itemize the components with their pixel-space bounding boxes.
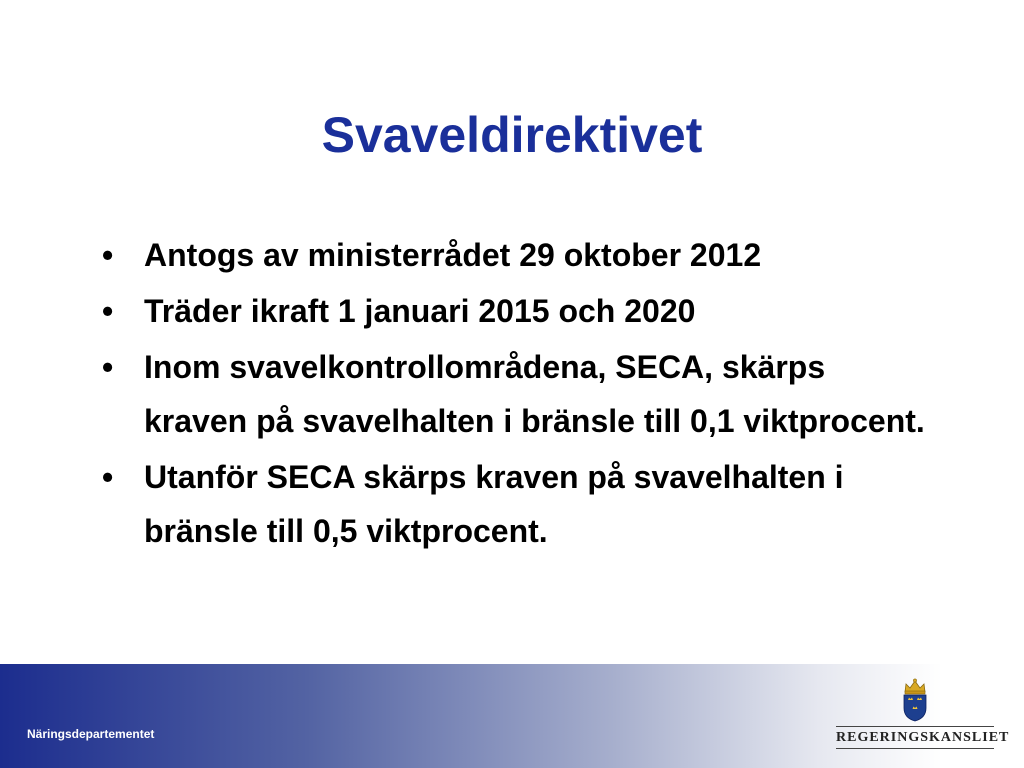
bullet-item xyxy=(100,450,930,558)
slide-title: Svaveldirektivet xyxy=(321,107,703,163)
bullet-item xyxy=(100,340,930,448)
bullet-dot-icon: • xyxy=(102,293,114,329)
bullet-item xyxy=(100,228,930,282)
logo-top-rule xyxy=(836,726,994,727)
crown-shield-icon xyxy=(900,678,930,722)
bullet-dot-icon: • xyxy=(102,349,114,385)
logo-wordmark: REGERINGSKANSLIET xyxy=(836,730,1010,745)
department-label: Näringsdepartementet xyxy=(27,727,155,741)
bullet-item xyxy=(100,284,930,338)
bullet-dot-icon: • xyxy=(102,237,114,273)
bullet-dot-icon: • xyxy=(102,459,114,495)
bullet-list xyxy=(100,228,930,560)
bullet-text: Träder ikraft 1 januari 2015 och 2020 xyxy=(144,293,696,329)
bullet-text: Utanför SECA skärps kraven på svavelhalten i bränsle till 0,5 viktprocent. xyxy=(144,459,844,549)
logo-bottom-rule xyxy=(836,748,994,749)
regeringskansliet-logo xyxy=(836,678,1010,750)
bullet-text: Inom svavelkontrollområdena, SECA, skärps kraven på svavelhalten i bränsle till 0,1 viktprocent. xyxy=(144,349,925,439)
bullet-text: Antogs av ministerrådet 29 oktober 2012 xyxy=(144,237,762,273)
